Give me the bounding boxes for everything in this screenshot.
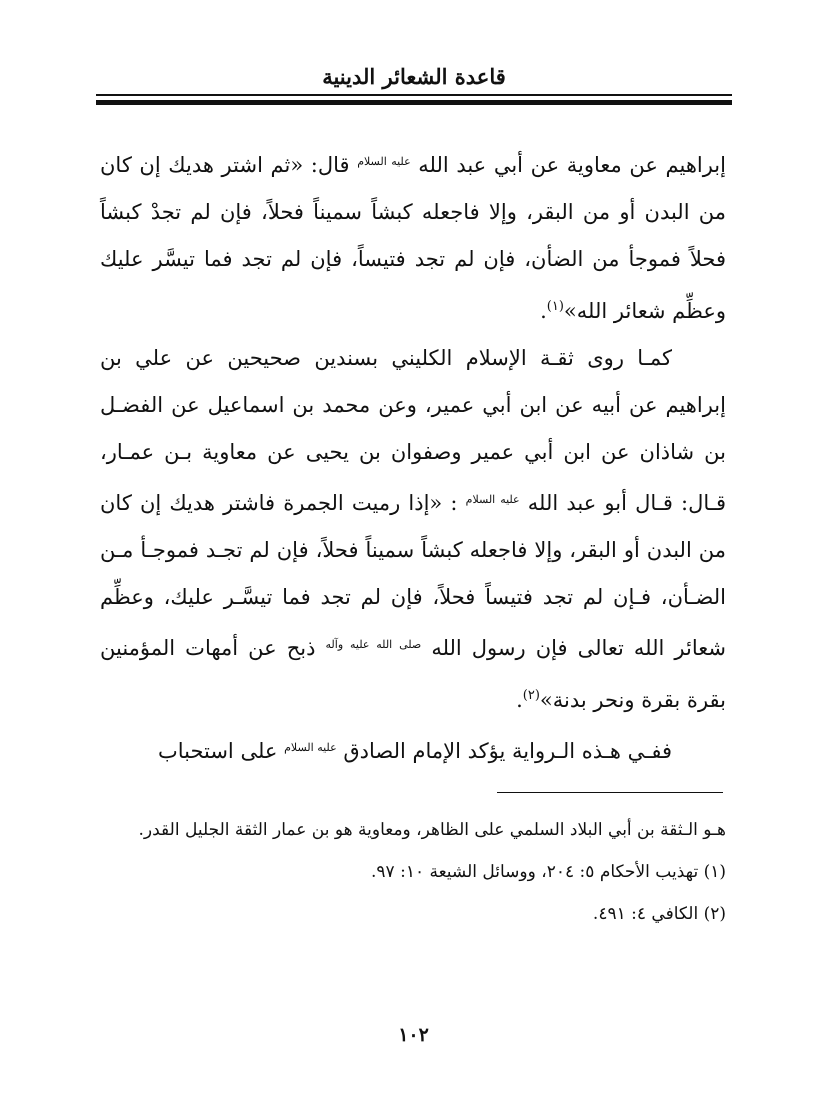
paragraph-2-text-b: : «إذا رميت الجمرة فاشتر هديك إن كان من البدن أو البقر، وإلا فاجعله كبشاً سميناً فحلاً، فإن لم تجـد فموجـأ مـن الضـأن، فـإن لم تجد فتيساً فحلاً، فإن لم تجد فما تيسَّـر عليك، وعظِّم شعائر الله تعالى فإن رسول الله — [100, 491, 726, 660]
paragraph-1-end: . — [540, 299, 547, 323]
honorific-ligature: عليه السلام — [465, 493, 520, 506]
footnote-ref-2: (٢) — [522, 688, 540, 703]
footnote-separator — [497, 792, 723, 793]
paragraph-1-text-b: قال: «ثم اشتر هديك إن كان من البدن أو من البقر، وإلا فاجعله كبشاً سميناً فحلاً، فإن لم تجدْ كبشاً فحلاً فموجأ من الضأن، فإن لم تجد فتيساً، فإن لم تجد فما تيسَّر عليك وعظِّم شعائر الله» — [100, 153, 726, 323]
honorific-ligature: صلى الله عليه وآله — [325, 638, 422, 651]
running-header-title: قاعدة الشعائر الدينية — [322, 64, 506, 89]
header-rule-thick — [96, 100, 732, 105]
paragraph-2-text-c: ذبح عن أمهات المؤمنين بقرة بقرة ونحر بدنة» — [100, 636, 726, 712]
honorific-ligature: عليه السلام — [357, 155, 411, 168]
main-text — [100, 138, 726, 775]
footnote-ref-1: (١) — [546, 299, 564, 314]
paragraph-2 — [100, 335, 726, 724]
paragraph-3-text-b: على استحباب — [157, 739, 278, 763]
footnote-2: (٢) الكافي ٤: ٤٩١. — [592, 904, 726, 924]
paragraph-1-text-a: إبراهيم عن معاوية عن أبي عبد الله — [418, 153, 726, 177]
honorific-ligature: عليه السلام — [284, 741, 337, 754]
paragraph-3 — [100, 724, 726, 775]
header-rule-thin — [96, 94, 732, 96]
paragraph-2-text-a: كمـا روى ثقـة الإسلام الكليني بسندين صحيحين عن علي بن إبراهيم عن أبيه عن ابن أبي عمير، وعن محمد بن اسماعيل عن الفضـل بن شاذان عن ابن أبي عمير وصفوان بن يحيى عن معاوية بـن عمـار، قـال: قـال أبو عبد الله — [100, 346, 726, 515]
footnote-continuation: هـو الـثقة بن أبي البلاد السلمي على الظاهر، ومعاوية هو بن عمار الثقة الجليل القدر. — [138, 820, 726, 840]
footnote-1: (١) تهذيب الأحكام ٥: ٢٠٤، ووسائل الشيعة ١٠: ٩٧. — [371, 862, 726, 882]
paragraph-3-text-a: ففـي هـذه الـرواية يؤكد الإمام الصادق — [343, 739, 672, 763]
paragraph-2-end: . — [516, 688, 523, 712]
page-number: ١٠٢ — [398, 1024, 429, 1046]
paragraph-1 — [100, 138, 726, 335]
footnotes — [100, 812, 726, 932]
